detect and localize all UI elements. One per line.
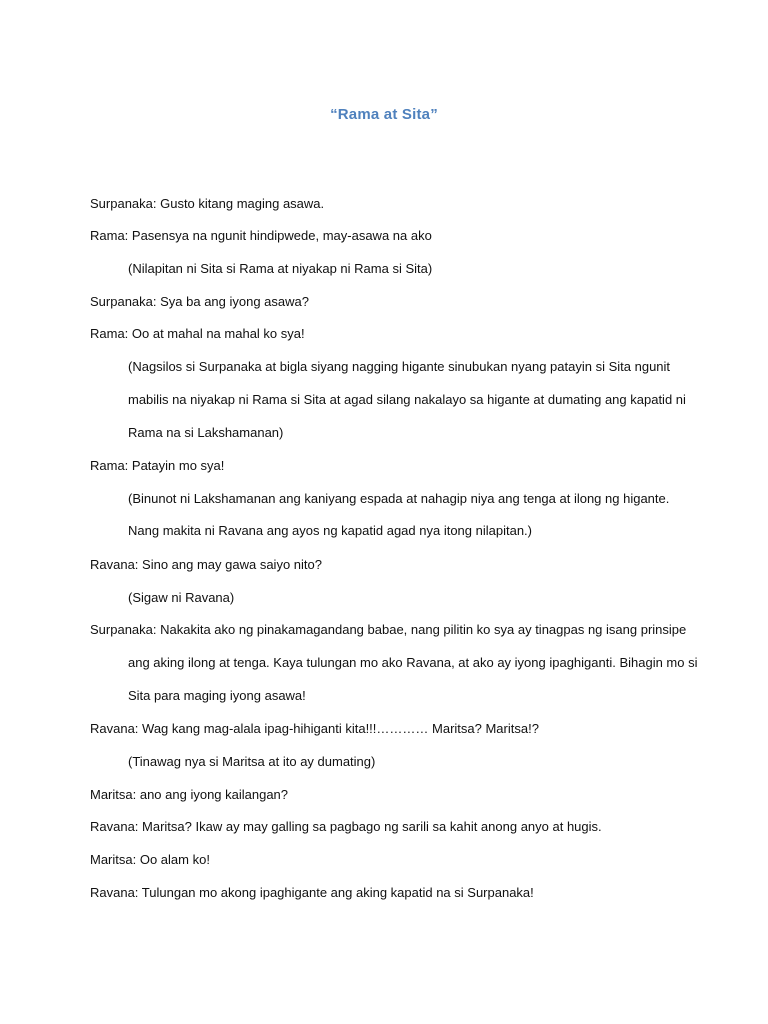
document-title: “Rama at Sita” — [330, 106, 438, 123]
dialogue-line: Ravana: Tulungan mo akong ipaghigante ang aking kapatid na si Surpanaka! — [90, 885, 534, 900]
stage-direction: (Sigaw ni Ravana) — [128, 590, 235, 605]
dialogue-line: Rama: Pasensya na ngunit hindipwede, may-asawa na ako — [90, 228, 432, 243]
stage-direction: mabilis na niyakap ni Rama si Sita at agad silang nakalayo sa higante at dumating ang kapatid ni — [128, 392, 686, 407]
dialogue-line: Maritsa: ano ang iyong kailangan? — [90, 787, 289, 802]
stage-direction: (Nilapitan ni Sita si Rama at niyakap ni Rama si Sita) — [128, 261, 433, 276]
dialogue-line: Ravana: Maritsa? Ikaw ay may galling sa pagbago ng sarili sa kahit anong anyo at hugis. — [90, 819, 602, 834]
dialogue-line: Maritsa: Oo alam ko! — [90, 852, 210, 867]
dialogue-line: Surpanaka: Gusto kitang maging asawa. — [90, 196, 325, 211]
stage-direction: (Tinawag nya si Maritsa at ito ay dumating) — [128, 754, 376, 769]
stage-direction: Rama na si Lakshamanan) — [128, 425, 284, 440]
stage-direction: (Binunot ni Lakshamanan ang kaniyang espada at nahagip niya ang tenga at ilong ng higante. — [128, 491, 670, 506]
dialogue-line: Surpanaka: Sya ba ang iyong asawa? — [90, 294, 309, 309]
stage-direction: (Nagsilos si Surpanaka at bigla siyang nagging higante sinubukan nyang patayin si Sita ngunit — [128, 359, 671, 374]
dialogue-line: Ravana: Wag kang mag-alala ipag-hihiganti kita!!!………… Maritsa? Maritsa!? — [90, 721, 539, 736]
stage-direction: Nang makita ni Ravana ang ayos ng kapatid agad nya itong nilapitan.) — [128, 523, 532, 538]
dialogue-continuation: ang aking ilong at tenga. Kaya tulungan mo ako Ravana, at ako ay iyong ipaghiganti. Bihagin mo si — [128, 655, 698, 670]
dialogue-line: Rama: Oo at mahal na mahal ko sya! — [90, 326, 305, 341]
dialogue-line: Ravana: Sino ang may gawa saiyo nito? — [90, 557, 322, 572]
dialogue-line: Rama: Patayin mo sya! — [90, 458, 225, 473]
dialogue-line: Surpanaka: Nakakita ako ng pinakamagandang babae, nang pilitin ko sya ay tinagpas ng isang prinsipe — [90, 622, 687, 637]
dialogue-continuation: Sita para maging iyong asawa! — [128, 688, 306, 703]
